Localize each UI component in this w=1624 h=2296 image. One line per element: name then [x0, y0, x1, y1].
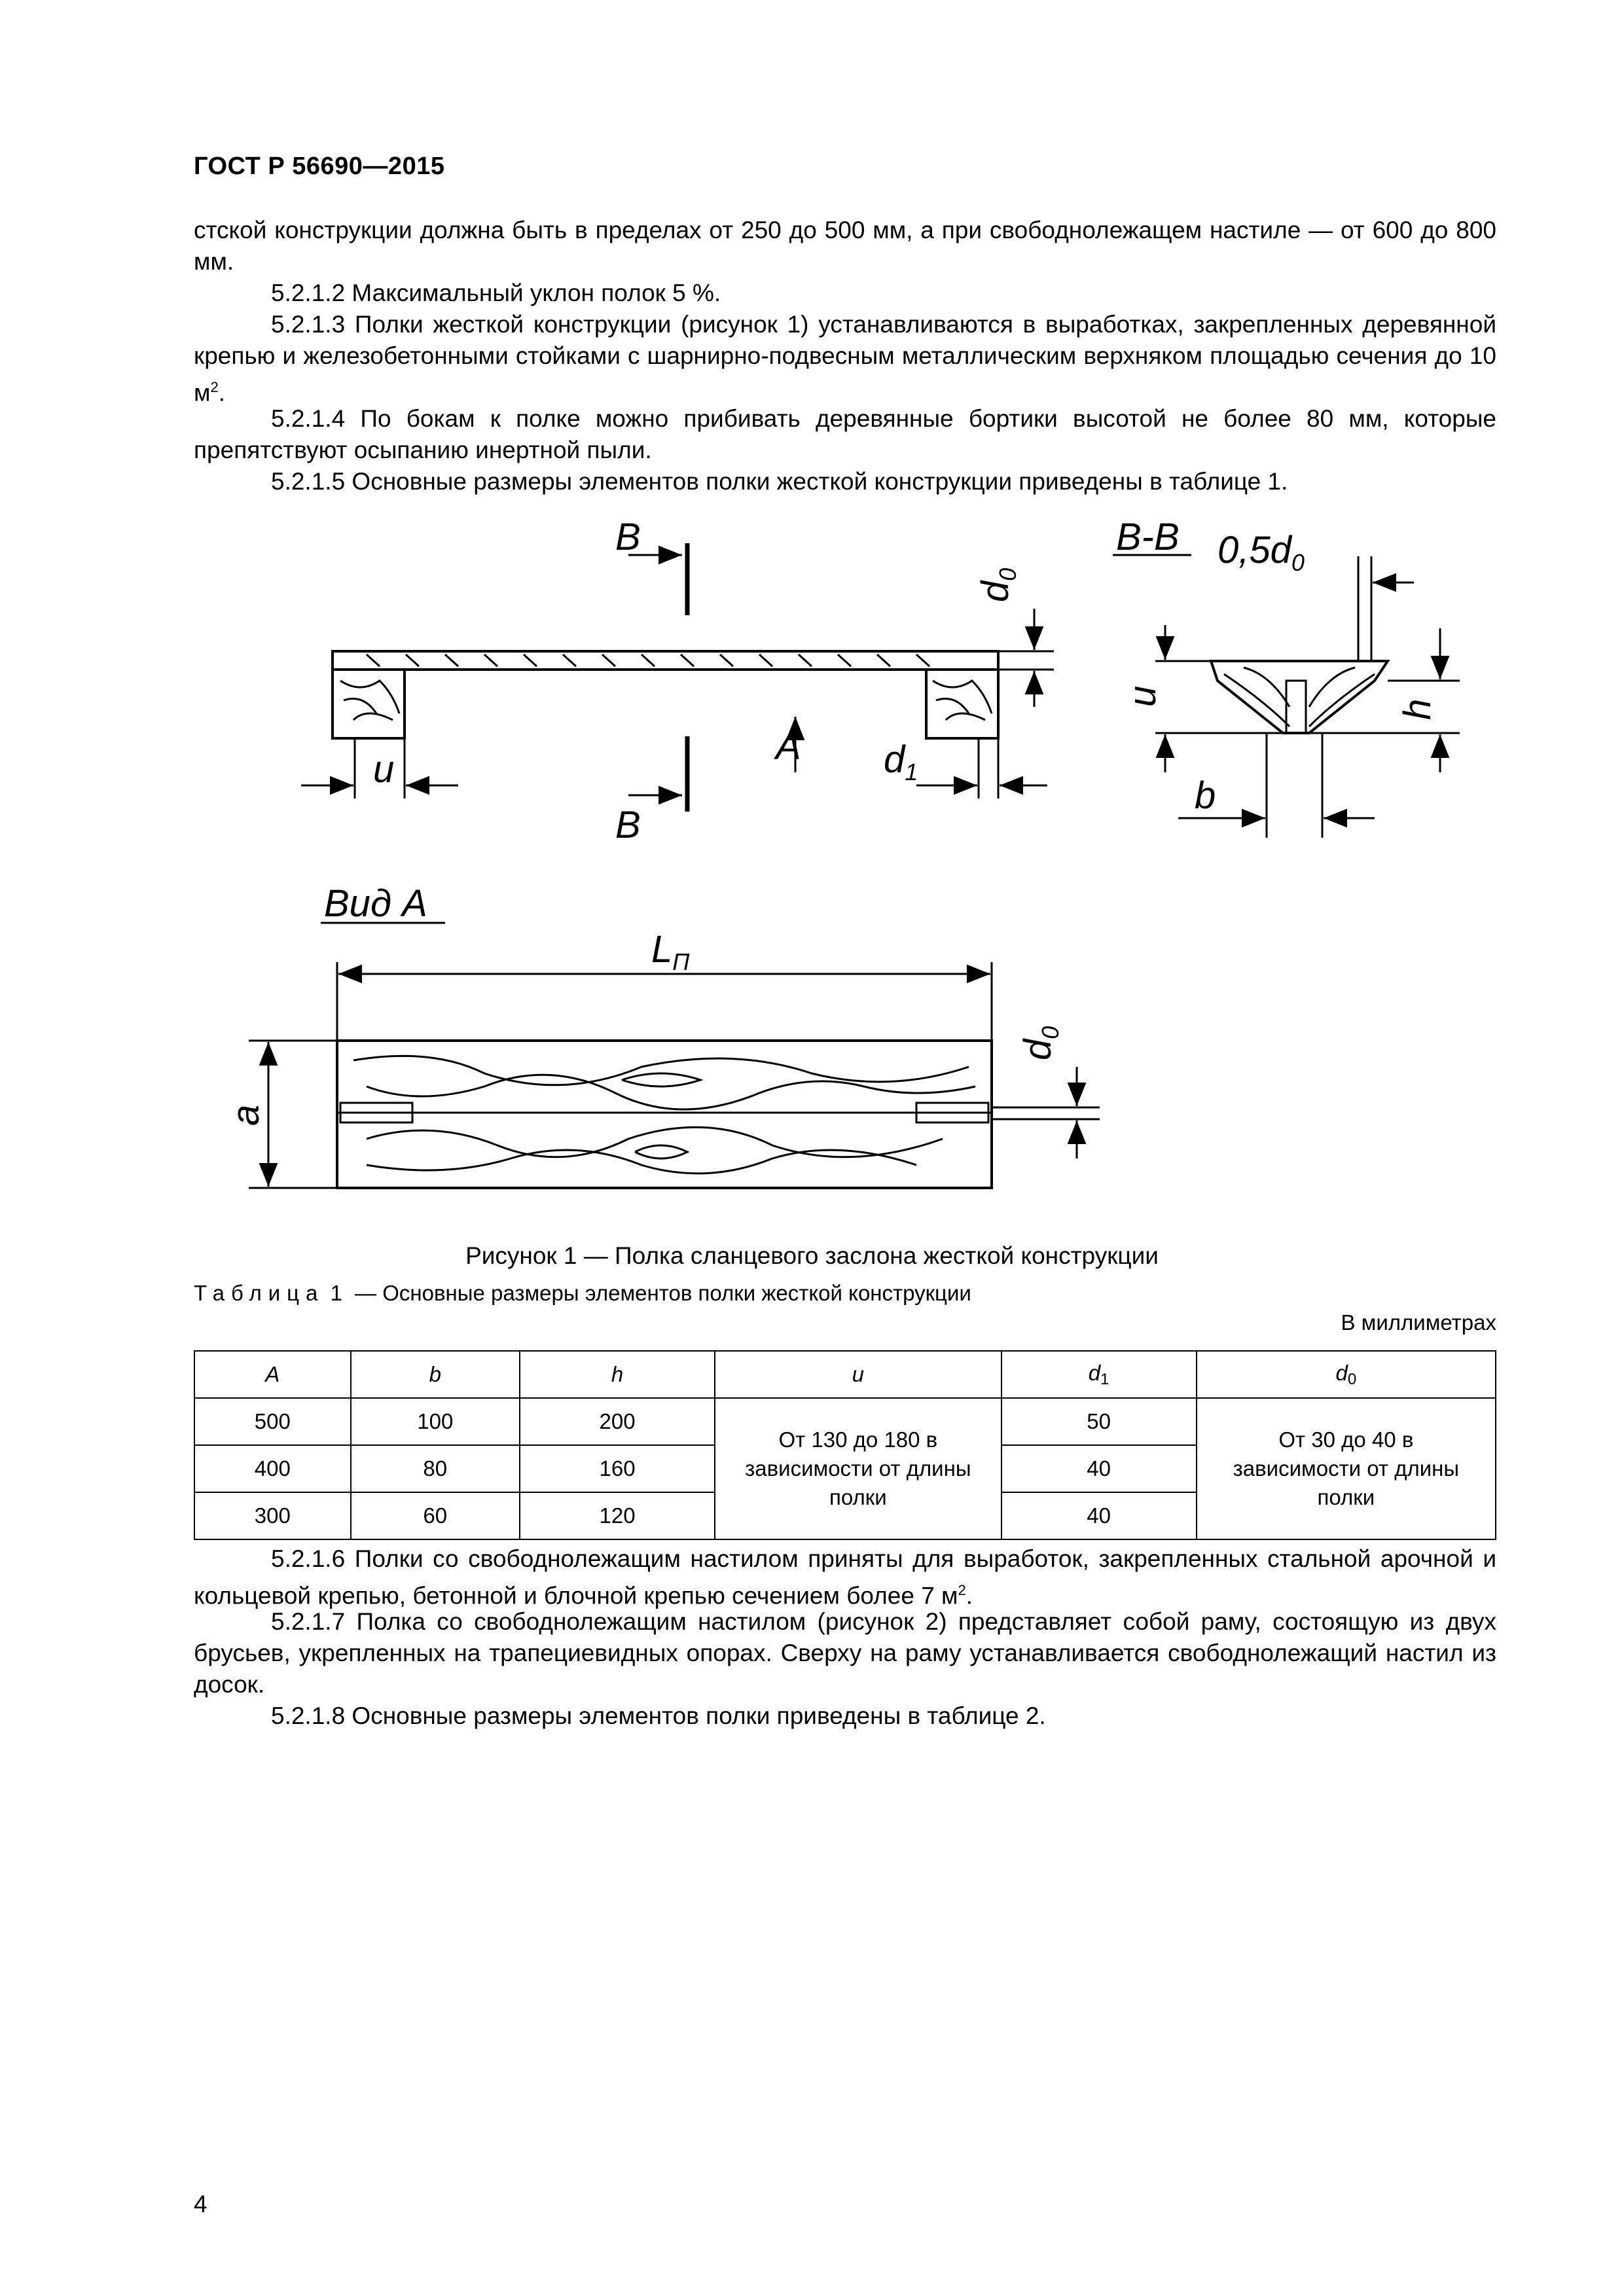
col-header-a: A: [194, 1351, 351, 1398]
cell-a: 500: [194, 1398, 351, 1445]
shelf-board: [333, 651, 998, 670]
col-header-h: h: [520, 1351, 715, 1398]
cell-a: 300: [194, 1492, 351, 1539]
table-row: [194, 1398, 1496, 1445]
paragraph-5-2-1-7: 5.2.1.7 Полка со свободнолежащим настилом (рисунок 2) представляет собой раму, состоящую из двух брусьев, укрепленных на трапециевидных опорах. Сверху на раму устанавливается свободнолежащий настил из досок.: [194, 1608, 1496, 1698]
cell-d1: 50: [1001, 1398, 1197, 1445]
label-d1: $d_1$: [884, 738, 918, 785]
dimensions-table: [194, 1350, 1496, 1540]
paragraph-5-2-1-2: 5.2.1.2 Максимальный уклон полок 5 %.: [271, 279, 721, 306]
paragraph-text: 5.2.1.6 Полки со свободнолежащим настилом приняты для выработок, закрепленных стальной арочной и кольцевой крепью, бетонной и блочной крепью сечением более 7 м: [194, 1545, 1496, 1609]
paragraph-5-2-1-3: [194, 309, 1496, 408]
label-d0-top: $d_0$: [974, 567, 1021, 602]
cell-h: 200: [520, 1398, 715, 1445]
label-view-a: Вид А: [324, 882, 427, 925]
paragraph-end: .: [965, 1582, 973, 1609]
col-header-u: u: [715, 1351, 1001, 1398]
label-section-b: b: [1195, 774, 1216, 817]
figure-caption: Рисунок 1 — Полка сланцевого заслона жесткой конструкции: [465, 1242, 1159, 1269]
label-u: u: [373, 748, 395, 791]
cell-b: 80: [351, 1445, 520, 1492]
cell-d1: 40: [1001, 1492, 1197, 1539]
document-header: ГОСТ Р 56690—2015: [194, 152, 445, 180]
col-header-d1: $d_1$: [1001, 1351, 1197, 1398]
label-section-h: h: [1396, 698, 1439, 720]
paragraph-text: 5.2.1.3 Полки жесткой конструкции (рисунок 1) устанавливаются в выработках, закрепленных деревянной крепью и железобетонными стойками с шарнирно-подвесным металлическим верхняком площадью сечения до 10 м: [194, 311, 1496, 406]
cell-d1: 40: [1001, 1445, 1197, 1492]
cell-h: 120: [520, 1492, 715, 1539]
paragraph-5-2-1-4: 5.2.1.4 По бокам к полке можно прибивать деревянные бортики высотой не более 80 мм, которые препятствуют осыпанию инертной пыли.: [194, 405, 1496, 463]
paragraph-5-2-1-6: [194, 1543, 1496, 1611]
paragraph-end: .: [218, 379, 225, 406]
figure-1-drawing: [0, 497, 1624, 1237]
label-length: $L_П$: [651, 928, 690, 975]
cell-u-merged: От 130 до 180 в зависимости от длины полки: [715, 1398, 1001, 1539]
label-a-arrow: A: [776, 725, 801, 768]
paragraph-5-2-1-8: 5.2.1.8 Основные размеры элементов полки приведены в таблице 2.: [271, 1702, 1046, 1729]
col-header-b: b: [351, 1351, 520, 1398]
cell-d0-merged: От 30 до 40 в зависимости от длины полки: [1197, 1398, 1496, 1539]
paragraph-5-2-1-5: 5.2.1.5 Основные размеры элементов полки жесткой конструкции приведены в таблице 1.: [271, 468, 1288, 495]
table-caption-text: — Основные размеры элементов полки жесткой конструкции: [355, 1281, 971, 1305]
superscript: 2: [210, 379, 219, 395]
label-b-top: B: [615, 516, 641, 558]
paragraph-intro: стской конструкции должна быть в пределах от 250 до 500 мм, а при свободнолежащем настиле — от 600 до 800 мм.: [194, 217, 1496, 275]
label-half-d0: $0,5d_0$: [1218, 529, 1305, 576]
superscript: 2: [958, 1582, 966, 1598]
section-profile: [1211, 661, 1388, 733]
table-header-row: [194, 1351, 1496, 1398]
table-caption-number: 1: [330, 1281, 349, 1305]
cell-h: 160: [520, 1445, 715, 1492]
label-d0-view: $d_0$: [1017, 1026, 1064, 1060]
label-a-width: a: [225, 1104, 267, 1126]
label-b-bottom: B: [615, 804, 641, 846]
col-header-d0: $d_0$: [1197, 1351, 1496, 1398]
table-caption: [194, 1281, 971, 1306]
cell-b: 60: [351, 1492, 520, 1539]
label-section-bb: B-B: [1116, 516, 1180, 558]
table-caption-word: Таблица: [194, 1281, 325, 1305]
cell-b: 100: [351, 1398, 520, 1445]
cell-a: 400: [194, 1445, 351, 1492]
page-number: 4: [194, 2191, 208, 2217]
table-units: В миллиметрах: [1341, 1310, 1496, 1335]
label-section-u: u: [1121, 685, 1164, 707]
